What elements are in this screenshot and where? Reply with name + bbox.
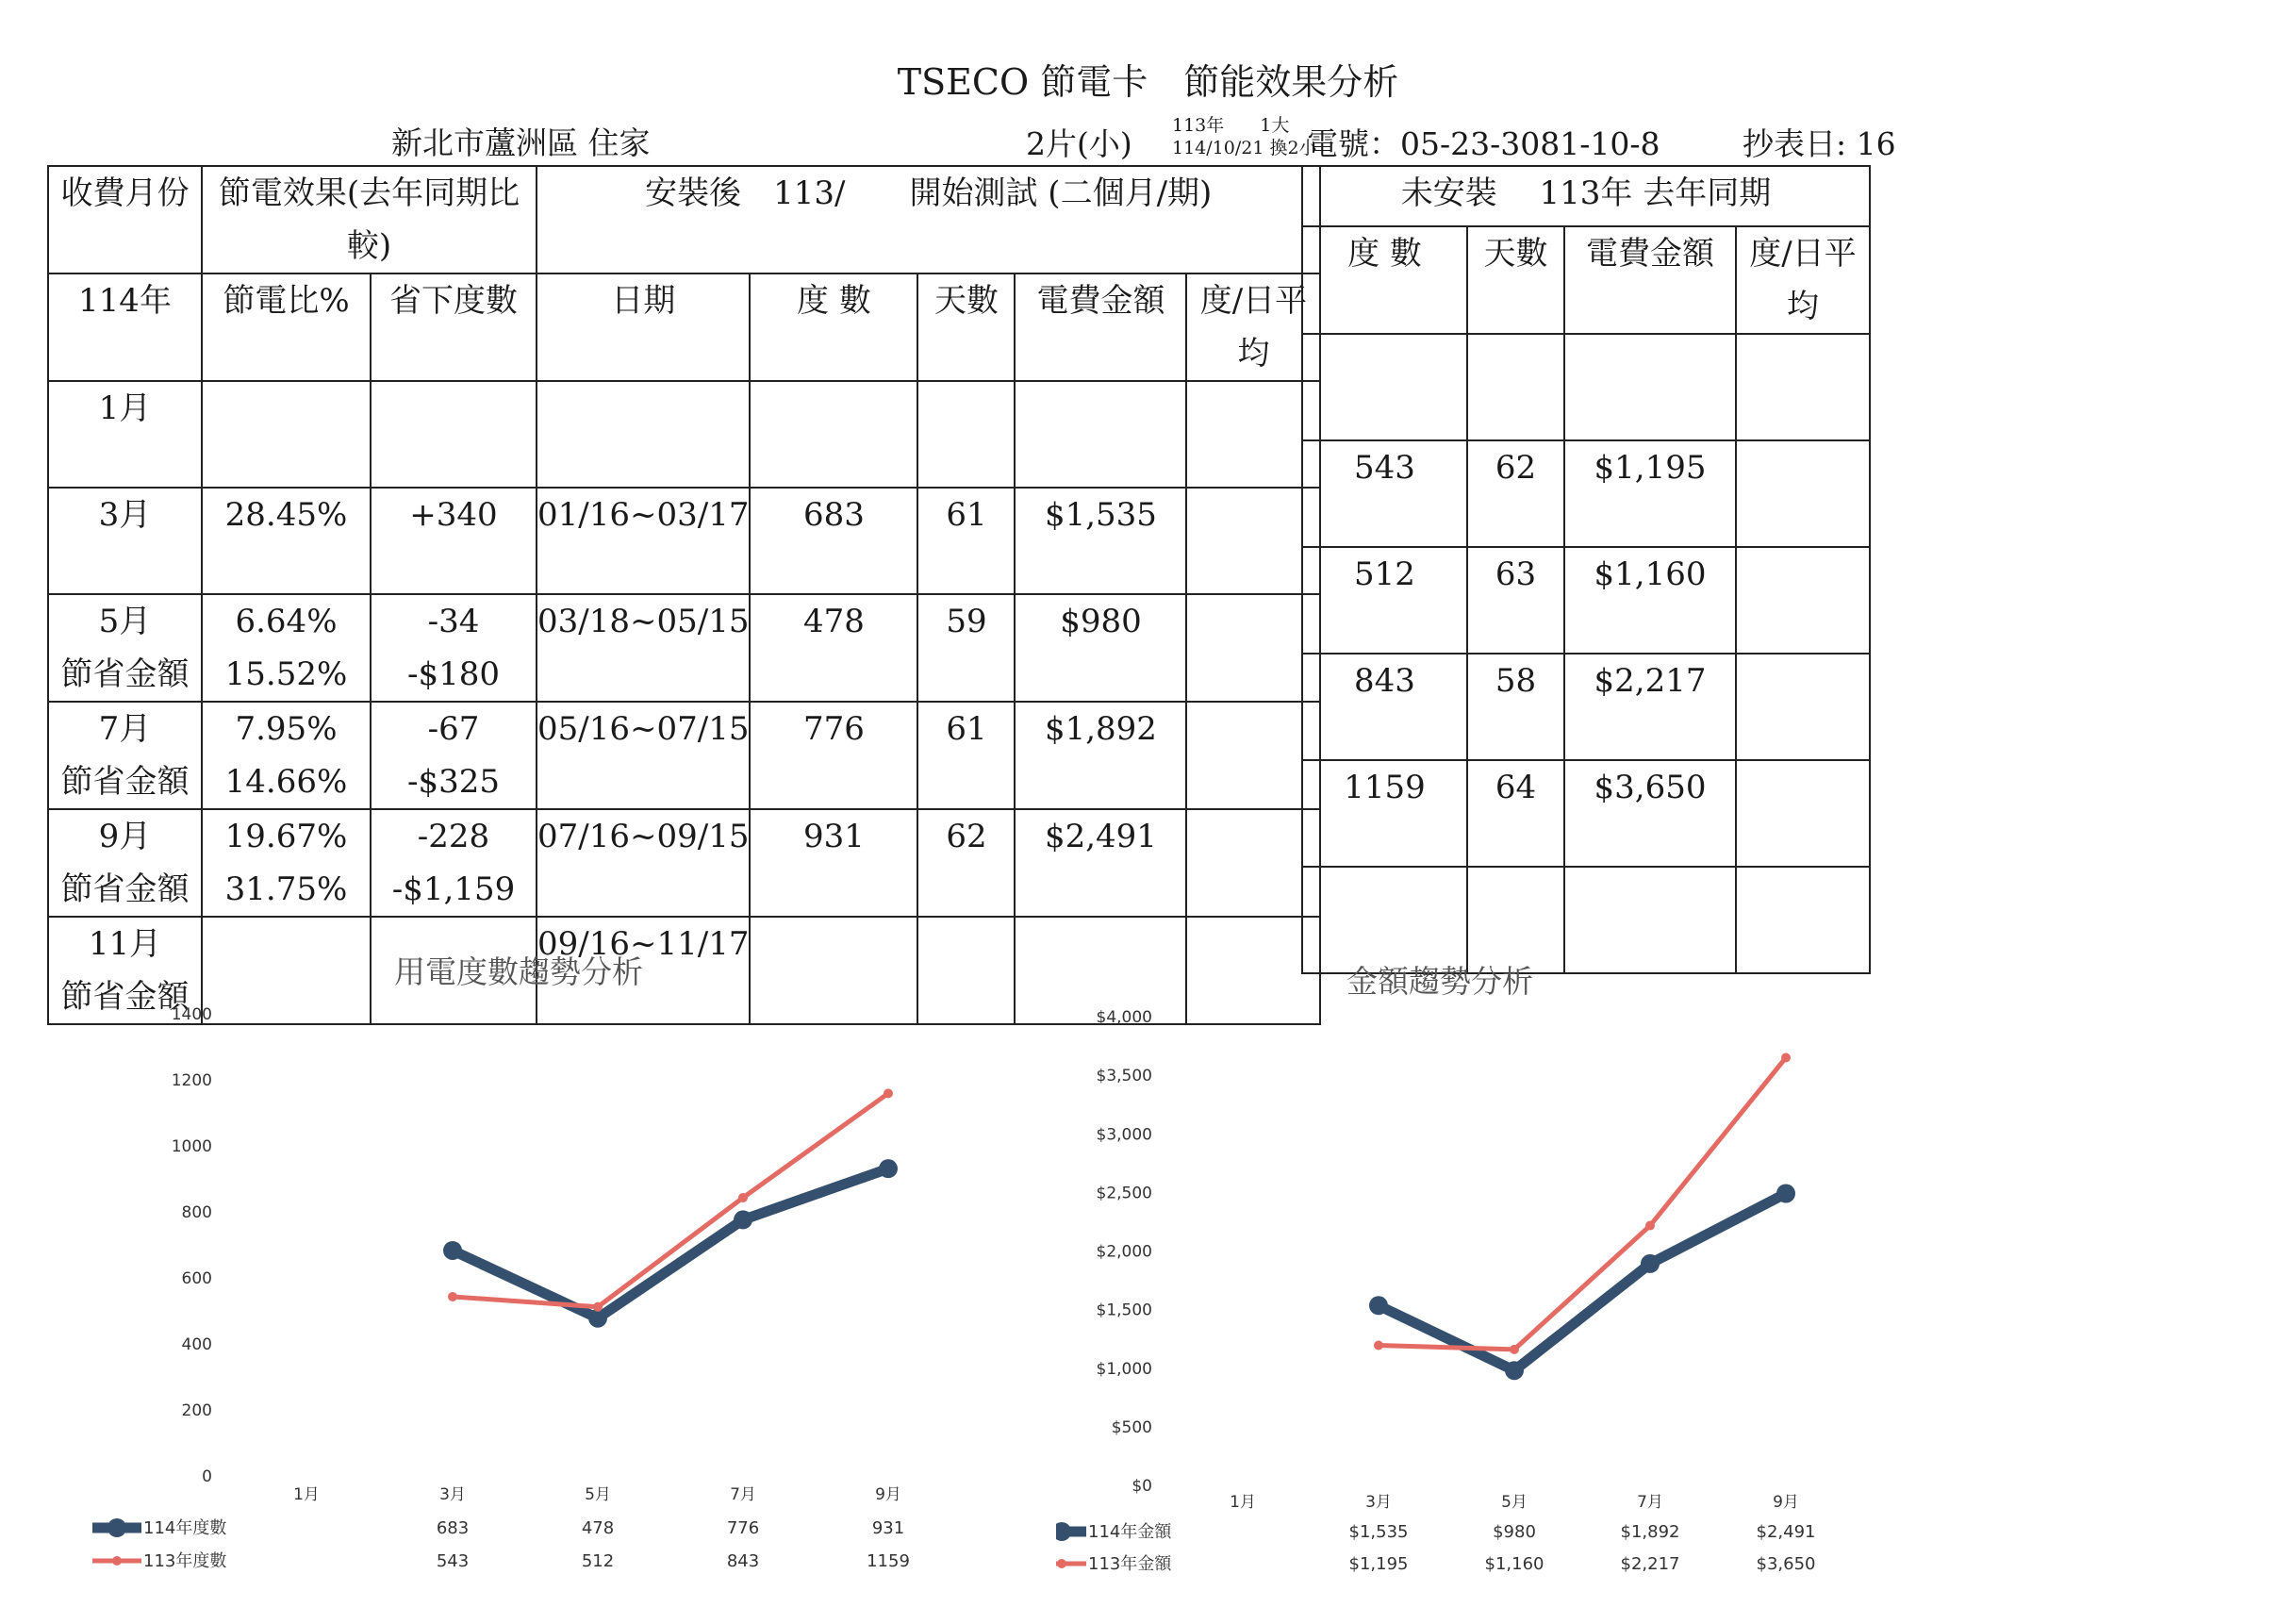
days-cell: 58 [1467,654,1564,760]
month-cell: 3月 [48,488,202,594]
col-header: 天數 [917,273,1015,381]
amount-chart-title: 金額趨勢分析 [1346,963,1533,1000]
after-install-header: 安裝後 113/ 開始測試 (二個月/期) [537,166,1320,273]
installed-usage-table [47,165,1321,1025]
table-row [1302,760,1870,867]
amount-cell: $1,535 [1015,488,1186,594]
install-note-line1: 113年 1大 [1172,115,1290,136]
y-tick-label: $2,500 [1096,1184,1152,1203]
days-cell: 62 [1467,440,1564,547]
pct-cell: 19.67% 31.75% [202,809,371,917]
x-tick-label: 7月 [1637,1493,1663,1512]
days-cell [917,381,1015,488]
data-table-cell: $1,892 [1620,1522,1680,1542]
table-row [48,488,1320,594]
legend-marker [1057,1559,1066,1568]
date-cell: 01/16~03/17 [537,488,750,594]
amount-cell: $2,491 [1015,809,1186,917]
legend-marker [112,1556,122,1566]
col-header: 節電比% [202,273,371,381]
x-tick-label: 1月 [293,1485,320,1504]
avg-cell [1736,760,1870,867]
column-header-row [1302,226,1870,334]
table-row [1302,334,1870,440]
kwh-cell: 512 [1302,547,1467,654]
data-table-cell: 931 [871,1518,905,1538]
y-tick-label: $1,500 [1096,1301,1152,1320]
table-row [48,381,1320,488]
y-tick-label: $3,500 [1096,1067,1152,1086]
usage-chart-title: 用電度數趨勢分析 [394,953,643,990]
col-header: 省下度數 [371,273,537,381]
pieces-label: 2片(小) [1026,125,1132,162]
amount-cell [1015,381,1186,488]
data-point [443,1241,462,1260]
col-header: 日期 [537,273,750,381]
x-tick-label: 5月 [585,1485,611,1504]
kwh-cell: 683 [750,488,917,594]
table-row [48,809,1320,917]
pct-cell: 7.95% 14.66% [202,702,371,809]
data-table-cell: 478 [581,1518,615,1538]
data-point [1781,1052,1791,1062]
kwh-cell: 1159 [1302,760,1467,867]
legend-label: 114年金額 [1088,1522,1172,1542]
y-tick-label: $500 [1111,1417,1152,1437]
data-point [593,1302,603,1312]
pct-cell [202,381,371,488]
data-point [879,1159,898,1178]
y-tick-label: 200 [181,1401,212,1420]
saved-cell: -34 -$180 [371,594,537,702]
meter-number: 電號：05-23-3081-10-8 [1307,125,1660,162]
y-tick-label: 0 [202,1467,212,1486]
data-point [884,1088,893,1098]
y-tick-label: $1,000 [1096,1359,1152,1379]
col-header: 度/日平均 [1186,273,1320,381]
y-tick-label: $3,000 [1096,1125,1152,1145]
amount-cell: $980 [1015,594,1186,702]
usage-trend-chart [0,981,1075,1584]
avg-cell [1736,654,1870,760]
avg-cell [1736,547,1870,654]
legend-marker [1056,1522,1071,1541]
month-cell: 1月 [48,381,202,488]
amount-trend-chart [1056,981,2188,1584]
legend-label: 113年金額 [1088,1554,1172,1574]
y-tick-label: 1000 [171,1137,212,1156]
amount-cell: $1,892 [1015,702,1186,809]
data-table-cell: 776 [726,1518,760,1538]
col-header: 天數 [1467,226,1564,334]
series-line-1 [1379,1193,1786,1370]
kwh-cell: 843 [1302,654,1467,760]
amount-cell: $1,160 [1564,547,1736,654]
date-cell: 05/16~07/15 [537,702,750,809]
col-header: 電費金額 [1015,273,1186,381]
data-table-cell: $2,491 [1756,1522,1816,1542]
not-installed-header: 未安裝 113年 去年同期 [1302,166,1870,226]
data-table-cell: 683 [436,1518,470,1538]
amount-cell [1564,867,1736,973]
date-cell: 07/16~09/15 [537,809,750,917]
date-cell: 03/18~05/15 [537,594,750,702]
avg-cell [1736,440,1870,547]
x-tick-label: 1月 [1230,1493,1256,1512]
data-point [734,1210,752,1229]
amount-cell: $1,195 [1564,440,1736,547]
data-point [1641,1254,1660,1273]
x-tick-label: 5月 [1501,1493,1528,1512]
data-point [1505,1361,1524,1380]
saved-cell: +340 [371,488,537,594]
data-table-cell: $980 [1493,1522,1536,1542]
table-row [48,702,1320,809]
amount-cell: $2,217 [1564,654,1736,760]
kwh-cell [1302,334,1467,440]
data-table-cell: $1,195 [1348,1554,1409,1574]
col-header: 電費金額 [1564,226,1736,334]
data-table-cell: 1159 [867,1551,910,1571]
y-tick-label: $2,000 [1096,1242,1152,1262]
data-table-cell: $3,650 [1756,1554,1816,1574]
month-cell: 11月 節省金額 [48,917,202,1024]
x-tick-label: 3月 [1365,1493,1392,1512]
group-header-row [48,166,1320,273]
kwh-cell [750,381,917,488]
y-tick-label: 400 [181,1335,212,1354]
date-cell: 09/16~11/17 [537,917,750,1024]
y-tick-label: $4,000 [1096,1008,1152,1027]
saved-cell [371,381,537,488]
legend-marker [107,1518,126,1537]
data-table-cell: 843 [726,1551,760,1571]
data-table-cell: $1,535 [1348,1522,1409,1542]
pct-cell: 28.45% [202,488,371,594]
saving-effect-header: 節電效果(去年同期比較) [202,166,537,273]
location-label: 新北市蘆洲區 住家 [391,124,651,161]
amount-cell: $3,650 [1564,760,1736,867]
legend-label: 114年度數 [143,1518,227,1538]
data-table-cell: 512 [581,1551,615,1571]
col-header: 114年 [48,273,202,381]
table-row [1302,547,1870,654]
month-cell: 9月 節省金額 [48,809,202,917]
y-tick-label: 1200 [171,1071,212,1090]
saved-cell: -228 -$1,159 [371,809,537,917]
data-point [1645,1221,1655,1231]
col-header: 度 數 [750,273,917,381]
data-point [1776,1184,1795,1202]
x-tick-label: 9月 [1773,1493,1799,1512]
days-cell: 64 [1467,760,1564,867]
days-cell: 61 [917,702,1015,809]
avg-cell [1736,334,1870,440]
x-tick-label: 3月 [439,1485,466,1504]
read-day: 抄表日: 16 [1743,125,1896,162]
table-row [1302,440,1870,547]
y-tick-label: 1400 [171,1005,212,1024]
legend-label: 113年度數 [143,1551,227,1571]
table-row [1302,654,1870,760]
kwh-cell: 931 [750,809,917,917]
data-point [1510,1345,1519,1354]
amount-cell [1564,334,1736,440]
days-cell: 62 [917,809,1015,917]
group-header-row [1302,166,1870,226]
month-cell: 7月 節省金額 [48,702,202,809]
previous-year-table [1301,165,1871,974]
y-tick-label: 600 [181,1269,212,1288]
series-line-2 [1379,1057,1786,1349]
billing-month-header: 收費月份 [48,166,202,273]
column-header-row [48,273,1320,381]
y-tick-label: 800 [181,1203,212,1222]
table-row [48,594,1320,702]
data-point [448,1292,457,1301]
page-title: TSECO 節電卡 節能效果分析 [897,61,1399,103]
col-header: 度 數 [1302,226,1467,334]
days-cell: 61 [917,488,1015,594]
x-tick-label: 9月 [875,1485,901,1504]
series-line-1 [453,1168,888,1318]
install-note-line2: 114/10/21 換2小 [1172,138,1317,158]
x-tick-label: 7月 [730,1485,756,1504]
kwh-cell: 776 [750,702,917,809]
date-cell [537,381,750,488]
data-point [738,1193,748,1202]
data-table-cell: $1,160 [1484,1554,1544,1574]
col-header: 度/日平均 [1736,226,1870,334]
data-table-cell: 543 [436,1551,470,1571]
data-table-cell: $2,217 [1620,1554,1680,1574]
avg-cell [1736,867,1870,973]
days-cell [1467,334,1564,440]
pct-cell: 6.64% 15.52% [202,594,371,702]
kwh-cell: 543 [1302,440,1467,547]
kwh-cell: 478 [750,594,917,702]
data-point [1374,1341,1383,1351]
month-cell: 5月 節省金額 [48,594,202,702]
y-tick-label: $0 [1131,1477,1152,1496]
data-point [1369,1296,1388,1315]
days-cell: 63 [1467,547,1564,654]
days-cell: 59 [917,594,1015,702]
saved-cell: -67 -$325 [371,702,537,809]
